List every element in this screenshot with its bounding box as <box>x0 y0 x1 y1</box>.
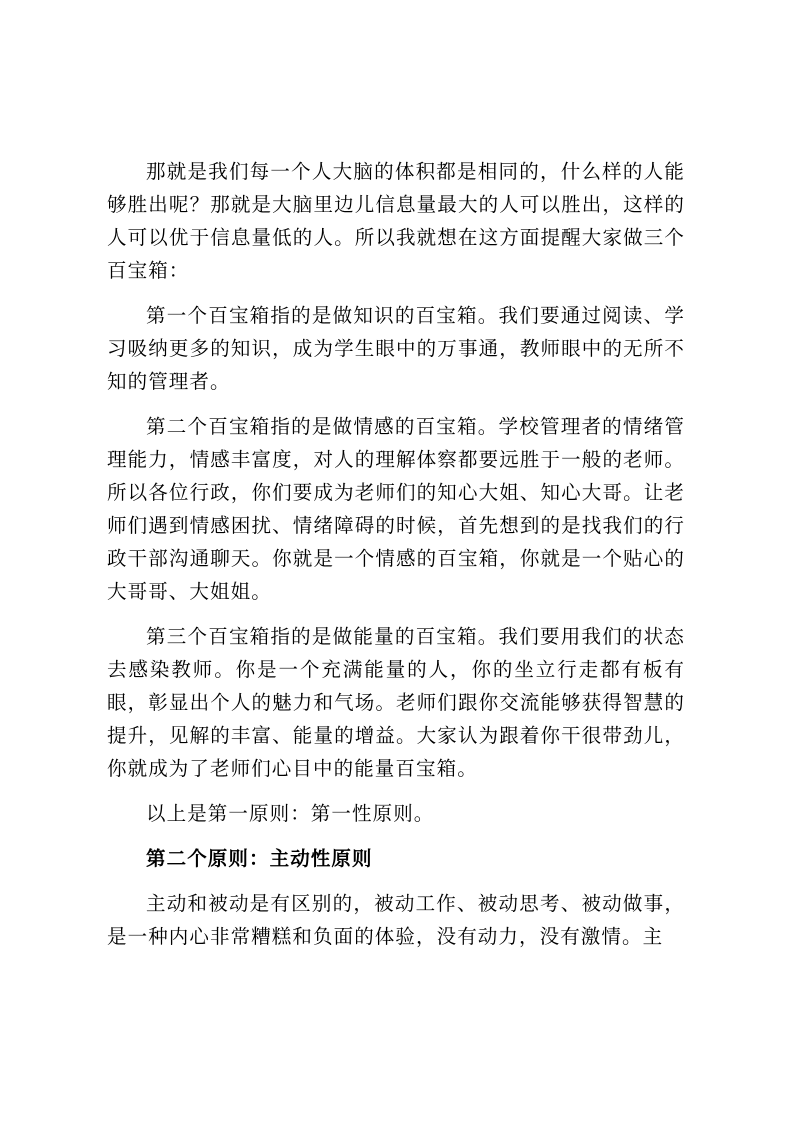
paragraph-knowledge-box: 第一个百宝箱指的是做知识的百宝箱。我们要通过阅读、学习吸纳更多的知识，成为学生眼中的万事通，教师眼中的无所不知的管理者。 <box>107 304 685 393</box>
paragraph-intro: 那就是我们每一个人大脑的体积都是相同的，什么样的人能够胜出呢？那就是大脑里边儿信息量最大的人可以胜出，这样的人可以优于信息量低的人。所以我就想在这方面提醒大家做三个百宝箱： <box>107 160 685 282</box>
paragraph-first-principle-summary: 以上是第一原则：第一性原则。 <box>146 802 435 825</box>
paragraph-energy-box: 第三个百宝箱指的是做能量的百宝箱。我们要用我们的状态去感染教师。你是一个充满能量的人，你的坐立行走都有板有眼，彰显出个人的魅力和气场。老师们跟你交流能够获得智慧的提升，见解的丰富、能量的增益。大家认为跟着你干很带劲儿，你就成为了老师们心目中的能量百宝箱。 <box>107 625 685 780</box>
paragraph-proactive: 主动和被动是有区别的，被动工作、被动思考、被动做事，是一种内心非常糟糕和负面的体验，没有动力，没有激情。主 <box>107 892 685 948</box>
section-heading-second-principle: 第二个原则：主动性原则 <box>146 847 373 870</box>
paragraph-emotion-box: 第二个百宝箱指的是做情感的百宝箱。学校管理者的情绪管理能力，情感丰富度，对人的理解体察都要远胜于一般的老师。所以各位行政，你们要成为老师们的知心大姐、知心大哥。让老师们遇到情感困扰、情绪障碍的时候，首先想到的是找我们的行政干部沟通聊天。你就是一个情感的百宝箱，你就是一个贴心的大哥哥、大姐姐。 <box>107 415 685 603</box>
document-body <box>107 155 685 965</box>
